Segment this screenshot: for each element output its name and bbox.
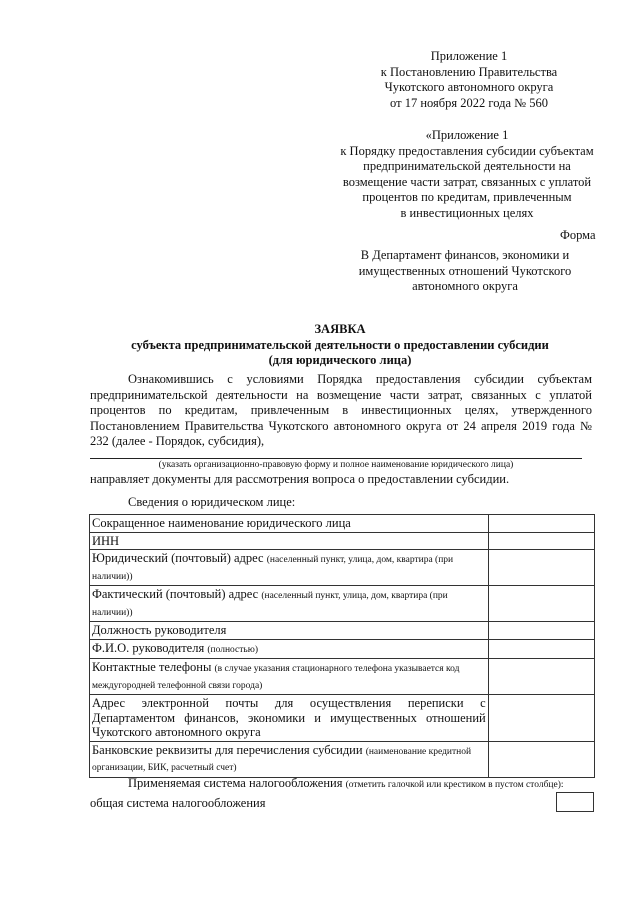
form-label: Форма bbox=[560, 228, 596, 242]
row-value-cell[interactable] bbox=[488, 741, 594, 777]
document-subtitle-entity: (для юридического лица) bbox=[268, 353, 412, 367]
table-row bbox=[90, 622, 595, 640]
table-row bbox=[90, 639, 595, 659]
row-value-cell[interactable] bbox=[488, 622, 594, 640]
appendix-line: Чукотского автономного округа bbox=[384, 80, 554, 94]
row-label bbox=[90, 550, 489, 586]
tax-intro-text: Применяемая система налогообложения bbox=[128, 776, 343, 790]
row-value-cell[interactable] bbox=[488, 639, 594, 659]
row-label bbox=[90, 639, 489, 659]
procedure-line: в инвестиционных целях bbox=[400, 205, 534, 220]
row-label-text: Должность руководителя bbox=[92, 623, 227, 637]
document-subtitle: субъекта предпринимательской деятельности о предоставлении субсидии bbox=[131, 338, 549, 352]
row-value-cell[interactable] bbox=[488, 586, 594, 622]
procedure-line: предпринимательской деятельности на bbox=[363, 159, 571, 173]
department-line: В Департамент финансов, экономики и bbox=[360, 248, 570, 262]
row-label bbox=[90, 659, 489, 695]
recipient-department bbox=[345, 248, 585, 295]
row-label bbox=[90, 532, 489, 550]
general-tax-system-label: общая система налогообложения bbox=[90, 796, 266, 810]
row-value-cell[interactable] bbox=[488, 659, 594, 695]
row-label-text: Фактический (почтовый) адрес bbox=[92, 587, 259, 601]
department-line: имущественных отношений Чукотского bbox=[358, 263, 572, 278]
tax-system-intro bbox=[90, 776, 604, 791]
table-row bbox=[90, 550, 595, 586]
row-label-text: Банковские реквизиты для перечисления субсидии bbox=[92, 742, 363, 757]
procedure-line: процентов по кредитам, привлеченным bbox=[362, 190, 572, 204]
row-note: (наименование кредитной организации, БИК, расчетный счет) bbox=[92, 746, 472, 773]
org-name-fill-line[interactable] bbox=[90, 458, 582, 459]
row-note: (полностью) bbox=[207, 644, 258, 655]
general-tax-system-checkbox[interactable] bbox=[556, 792, 594, 812]
row-label bbox=[90, 515, 489, 533]
procedure-line: к Порядку предоставления субсидии субъектам bbox=[340, 143, 594, 158]
row-label-text: Адрес электронной почты для осуществления переписки с Департаментом финансов, экономики и имущественных отношений Чукотского автономного округа bbox=[92, 696, 486, 739]
appendix-header bbox=[355, 49, 583, 111]
table-row bbox=[90, 586, 595, 622]
table-row bbox=[90, 695, 595, 742]
row-label-text: Юридический (почтовый) адрес bbox=[92, 551, 264, 565]
org-name-hint: (указать организационно-правовую форму и полное наименование юридического лица) bbox=[158, 460, 514, 470]
department-line: автономного округа bbox=[412, 279, 518, 293]
row-value-cell[interactable] bbox=[488, 532, 594, 550]
row-value-cell[interactable] bbox=[488, 550, 594, 586]
procedure-appendix-header bbox=[330, 128, 604, 221]
row-note: (населенный пункт, улица, дом, квартира (при наличии)) bbox=[92, 555, 454, 582]
appendix-line: Приложение 1 bbox=[430, 49, 508, 63]
document-title: ЗАЯВКА bbox=[314, 322, 366, 336]
row-label bbox=[90, 695, 489, 742]
legal-entity-table bbox=[89, 514, 595, 778]
row-label bbox=[90, 741, 489, 777]
row-note: (населенный пункт, улица, дом, квартира (при наличии)) bbox=[92, 591, 448, 618]
row-value-cell[interactable] bbox=[488, 695, 594, 742]
sends-documents-text: направляет документы для рассмотрения вопроса о предоставлении субсидии. bbox=[90, 472, 510, 486]
intro-paragraph: Ознакомившись с условиями Порядка предоставления субсидии субъектам предпринимательской деятельности на возмещение части затрат, связанных с уплатой процентов по кредитам, привлеченным в инвестиционных целях, утвержденного Постановлением Правительства Чукотского автономного округа от 24 апреля 2019 года № 232 (далее - Порядок, субсидия), bbox=[90, 372, 592, 448]
row-label bbox=[90, 622, 489, 640]
table-row bbox=[90, 659, 595, 695]
table-row bbox=[90, 532, 595, 550]
legal-info-heading: Сведения о юридическом лице: bbox=[128, 495, 296, 509]
row-label-text: Ф.И.О. руководителя bbox=[92, 640, 205, 655]
row-label-text: Сокращенное наименование юридического лица bbox=[92, 516, 351, 530]
row-note: (в случае указания стационарного телефона указывается код междугородней телефонной связи города) bbox=[92, 664, 460, 691]
table-row bbox=[90, 515, 595, 533]
procedure-line: «Приложение 1 bbox=[425, 128, 509, 142]
appendix-line: к Постановлению Правительства bbox=[380, 64, 558, 79]
row-label bbox=[90, 586, 489, 622]
row-label-text: ИНН bbox=[92, 533, 120, 548]
procedure-line: возмещение части затрат, связанных с уплатой bbox=[342, 174, 592, 189]
appendix-line: от 17 ноября 2022 года № 560 bbox=[390, 95, 548, 110]
table-row bbox=[90, 741, 595, 777]
row-value-cell[interactable] bbox=[488, 515, 594, 533]
row-label-text: Контактные телефоны bbox=[92, 660, 212, 674]
tax-intro-note: (отметить галочкой или крестиком в пустом столбце): bbox=[345, 780, 564, 790]
